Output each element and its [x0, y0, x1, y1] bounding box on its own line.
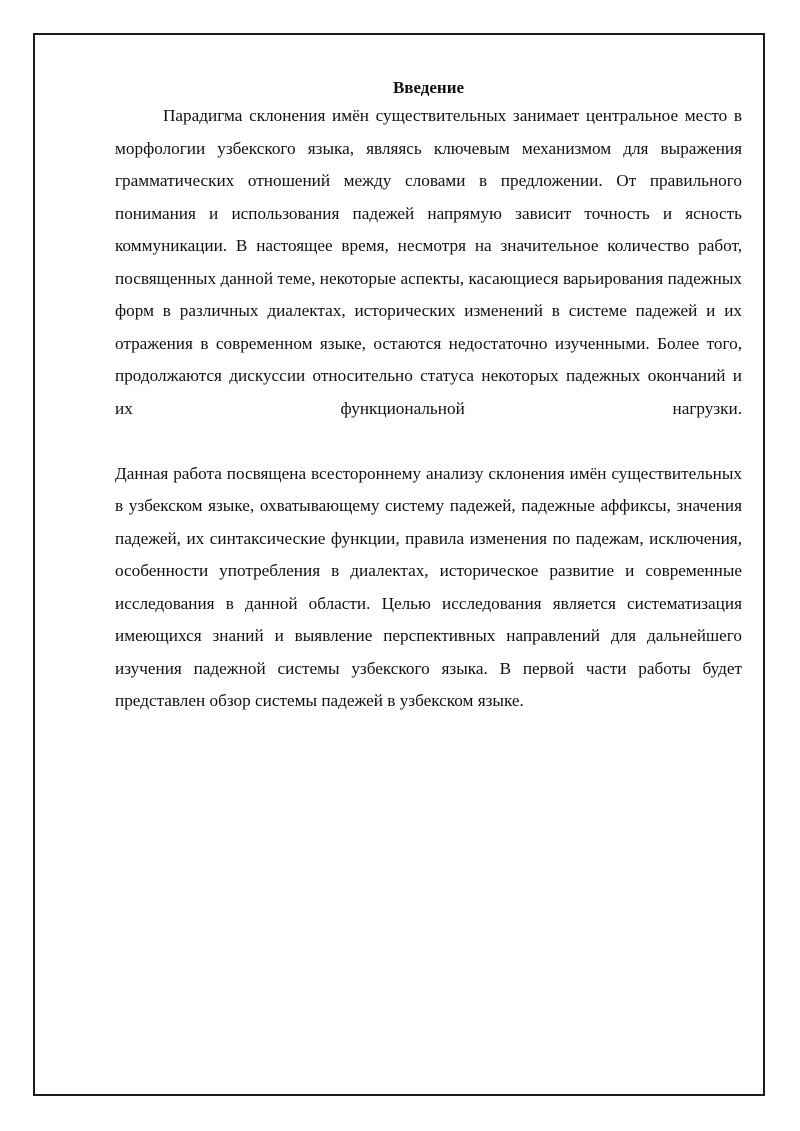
- document-title: Введение: [392, 78, 465, 97]
- paragraph-goal: Данная работа посвящена всестороннему анализу склонения имён существительных в узбекском языке, охватывающему систему падежей, падежные аффиксы, значения падежей, их синтаксические функции, правила изменения по падежам, исключения, особенности употребления в диалектах, историческое развитие и современные исследования в данной области. Целью исследования является систематизация имеющихся знаний и выявление перспективных направлений для дальнейшего изучения падежной системы узбекского языка. В первой части работы будет представлен обзор системы падежей в узбекском языке.: [115, 463, 742, 710]
- paragraph-intro: Парадигма склонения имён существительных занимает центральное место в морфологии узбекского языка, являясь ключевым механизмом для выражения грамматических отношений между словами в предложении. От правильного понимания и использования падежей напрямую зависит точность и ясность коммуникации. В настоящее время, несмотря на значительное количество работ, посвященных данной теме, некоторые аспекты, касающиеся варьирования падежных форм в различных диалектах, исторических изменений в системе падежей и их отражения в современном языке, остаются недостаточно изученными. Более того, продолжаются дискуссии относительно статуса некоторых падежных окончаний и их функциональной нагрузки.: [115, 106, 742, 418]
- document-body: [115, 76, 742, 718]
